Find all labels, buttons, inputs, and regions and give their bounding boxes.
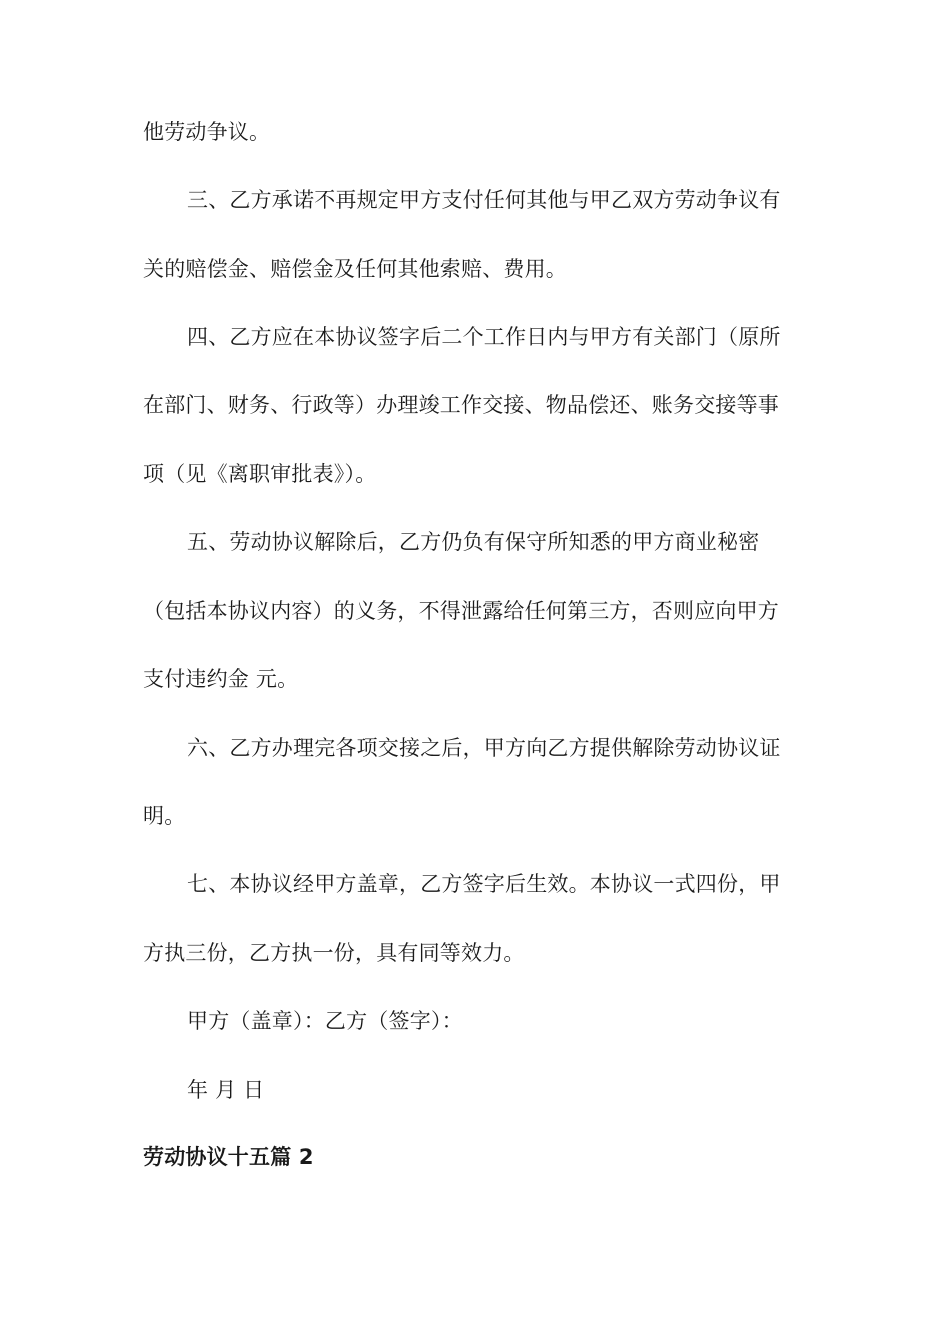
paragraph-line: 方执三份，乙方执一份，具有同等效力。: [143, 941, 525, 965]
section-heading: 劳动协议十五篇 2: [143, 1145, 314, 1169]
date-line: 年 月 日: [187, 1078, 265, 1102]
paragraph-line: 他劳动争议。: [143, 120, 271, 144]
paragraph-line: 五、劳动协议解除后，乙方仍负有保守所知悉的甲方商业秘密: [187, 530, 760, 554]
signature-line: 甲方（盖章）：乙方（签字）：: [187, 1009, 463, 1033]
paragraph-line: 在部门、财务、行政等）办理竣工作交接、物品偿还、账务交接等事: [143, 393, 779, 417]
paragraph-line: 明。: [143, 804, 186, 828]
paragraph-line: （包括本协议内容）的义务，不得泄露给任何第三方，否则应向甲方: [143, 599, 779, 623]
paragraph-line: 三、乙方承诺不再规定甲方支付任何其他与甲乙双方劳动争议有: [187, 188, 781, 212]
paragraph-line: 四、乙方应在本协议签字后二个工作日内与甲方有关部门（原所: [187, 325, 781, 349]
paragraph-line: 关的赔偿金、赔偿金及任何其他索赔、费用。: [143, 257, 567, 281]
paragraph-line: 六、乙方办理完各项交接之后，甲方向乙方提供解除劳动协议证: [187, 736, 781, 760]
paragraph-line: 七、本协议经甲方盖章，乙方签字后生效。本协议一式四份，甲: [187, 872, 781, 896]
paragraph-line: 项（见《离职审批表》）。: [143, 462, 377, 486]
paragraph-line: 支付违约金 元。: [143, 667, 299, 691]
